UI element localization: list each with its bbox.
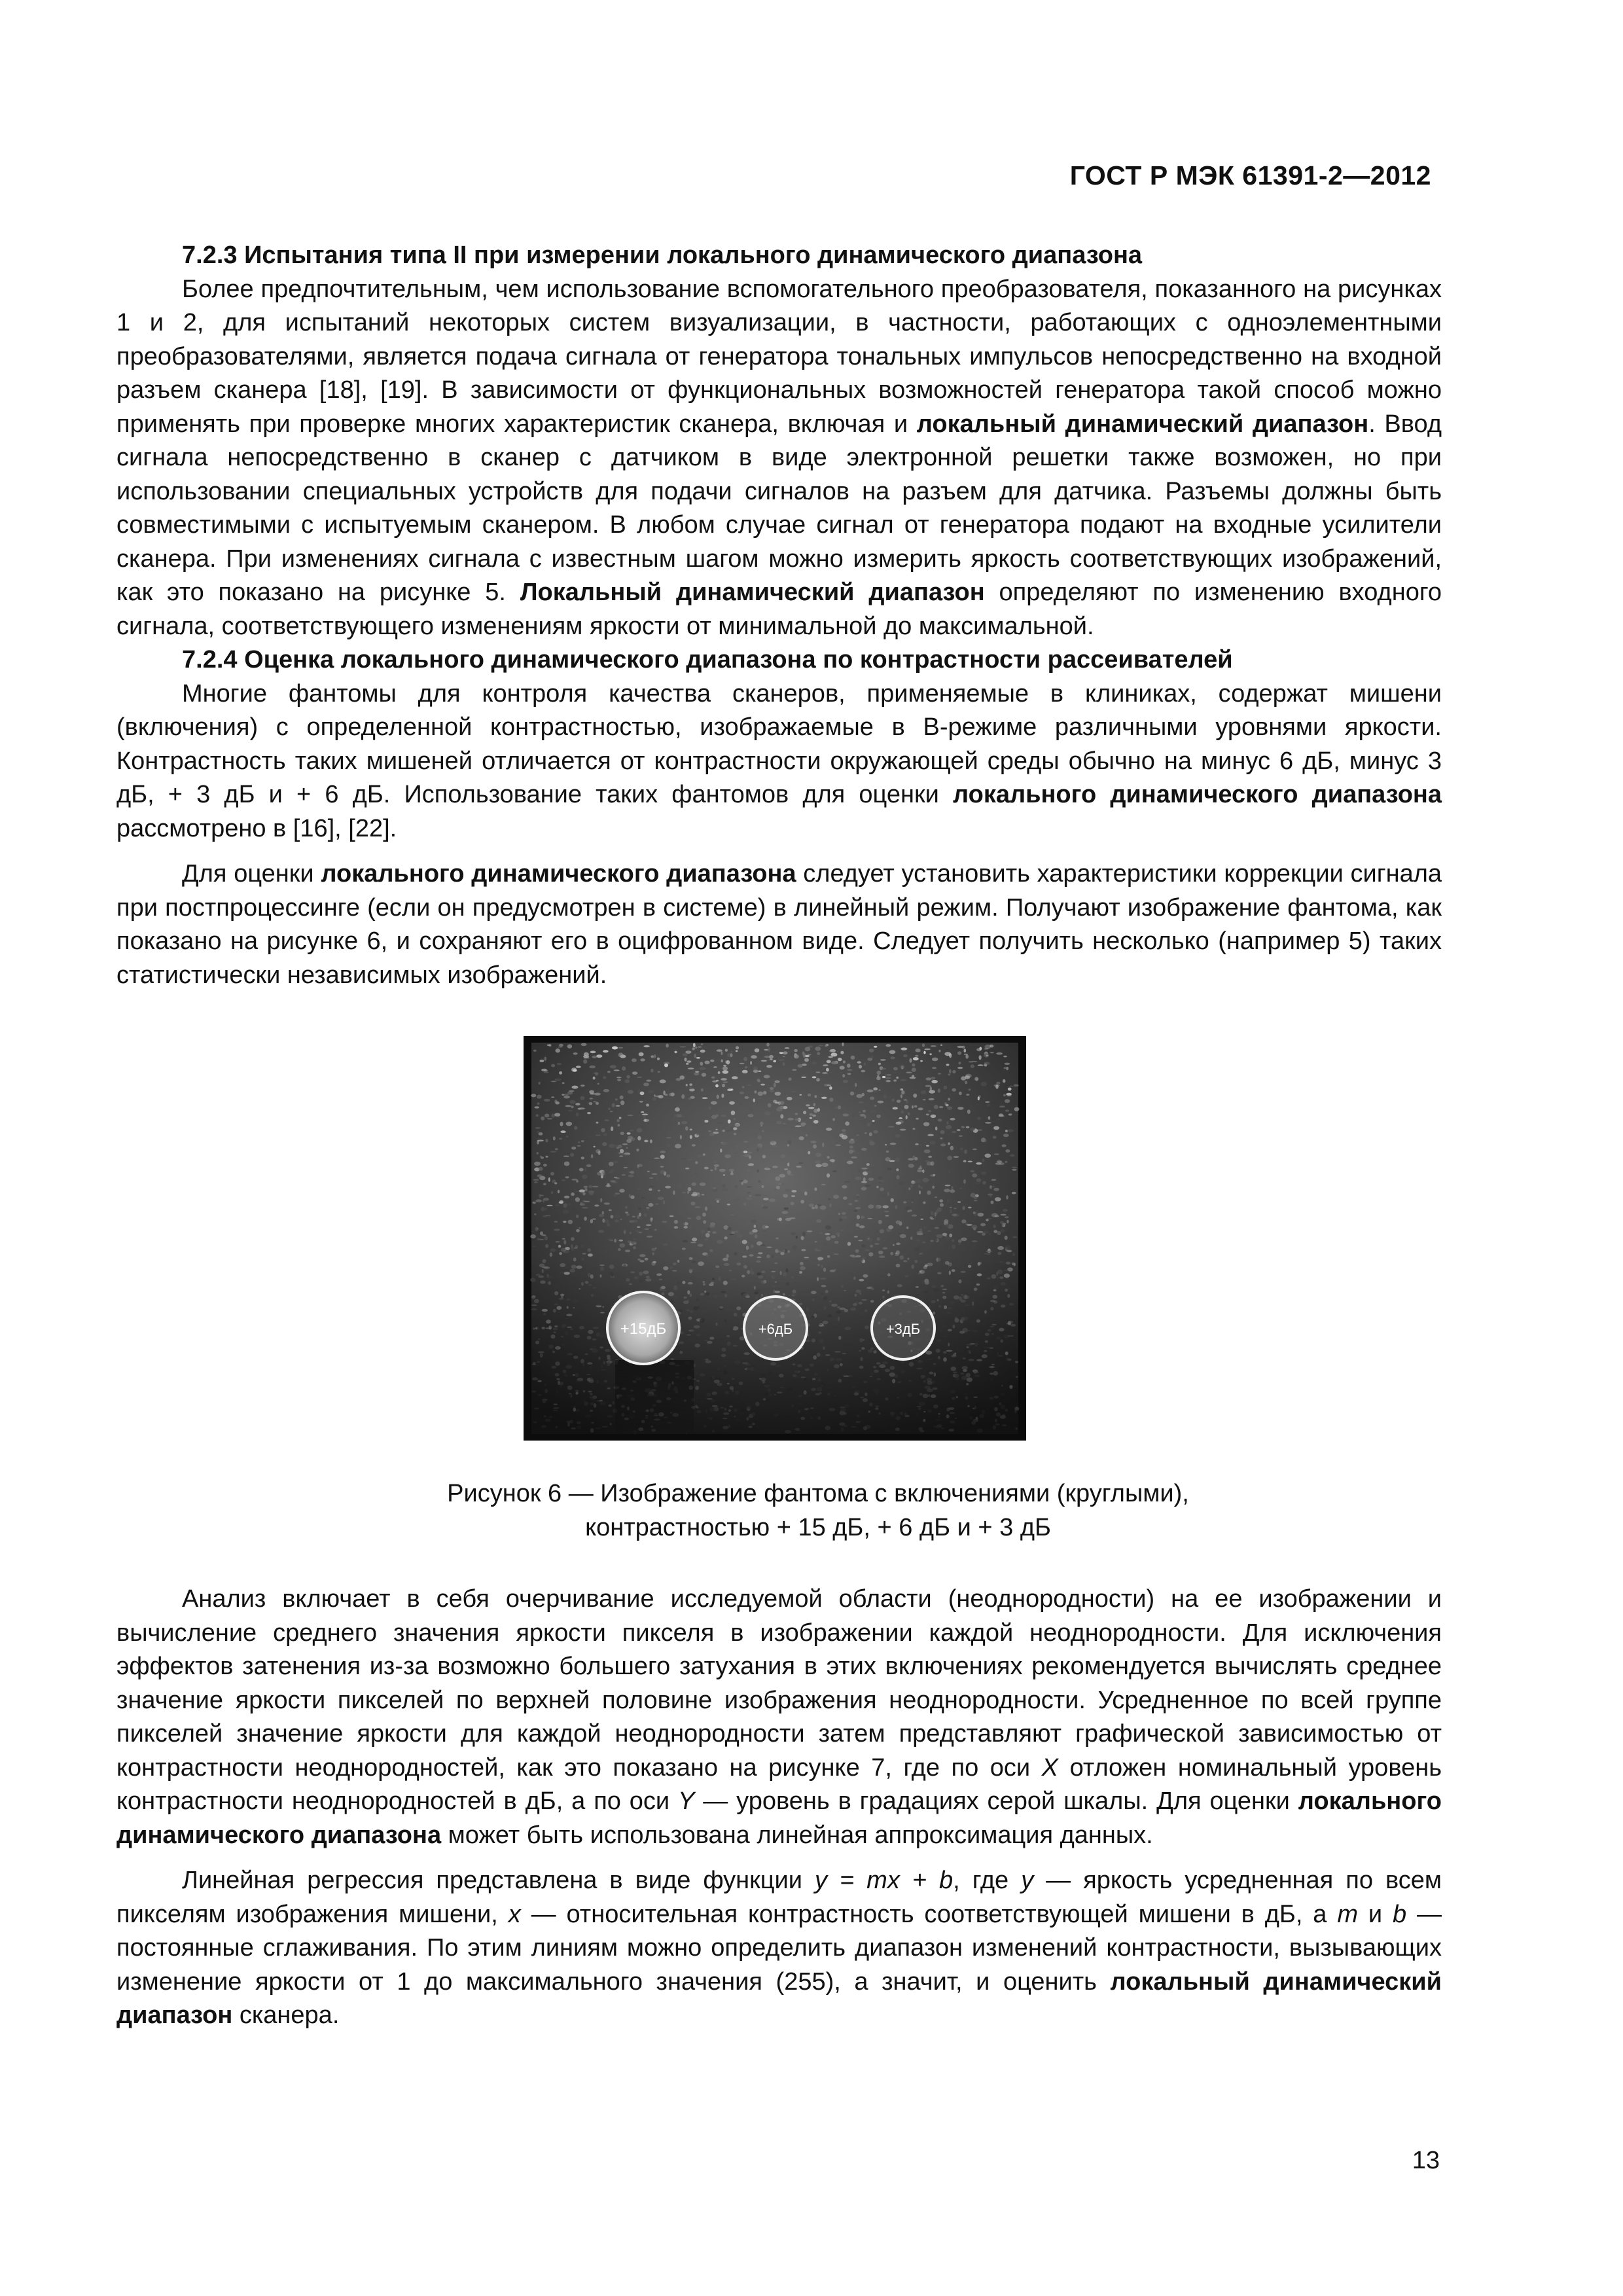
paragraph: Анализ включает в себя очерчивание исследуемой области (неоднородности) на ее изображении и вычисление среднего значения яркости пикселя в изображении каждой неоднородности. Для исключения эффектов затенения из-за возможно большего затухания в этих включениях рекомендуется вычислять среднее значение яркости пикселей по верхней половине изображения неоднородности. Усредненное по всей группе пикселей значение яркости для каждой неоднородности затем представляют графической зависимостью от контрастности неоднородностей, как это показано на рисунке 7, где по оси X отложен номинальный уровень контрастности неоднородностей в дБ, а по оси Y — уровень в градациях серой шкалы. Для оценки локального динамического диапазона может быть использована линейная аппроксимация данных. xyxy=(116,1585,1442,1849)
caption-line: Рисунок 6 — Изображение фантома с включениями (круглыми), xyxy=(447,1480,1189,1507)
analysis-section xyxy=(116,1583,1442,2033)
caption-line: контрастностью + 15 дБ, + 6 дБ и + 3 дБ xyxy=(585,1514,1051,1541)
standard-id-header: ГОСТ Р МЭК 61391-2—2012 xyxy=(1069,160,1431,190)
paragraph: Многие фантомы для контроля качества сканеров, применяемые в клиниках, содержат мишени (включения) с определенной контрастностью, изображаемые в В-режиме различными уровнями яркости. Контрастность таких мишеней отличается от контрастности окружающей среды обычно на минус 6 дБ, минус 3 дБ, + 3 дБ и + 6 дБ. Использование таких фантомов для оценки локального динамического диапазона рассмотрено в [16], [22]. xyxy=(116,679,1442,842)
figure-6-caption xyxy=(327,1477,1309,1545)
inclusion-label: +3дБ xyxy=(885,1321,921,1337)
paragraph: Для оценки локального динамического диапазона следует установить характеристики коррекции сигнала при постпроцессинге (если он предусмотрен в системе) в линейный режим. Получают изображение фантома, как показано на рисунке 6, и сохраняют его в оцифрованном виде. Следует получить несколько (например 5) таких статистически независимых изображений. xyxy=(116,860,1442,989)
paragraph: Линейная регрессия представлена в виде функции y = mx + b, где y — яркость усредненная по всем пикселям изображения мишени, x — относительная контрастность соответствующей мишени в дБ, а m и b — постоянные сглаживания. По этим линиям можно определить диапазон изменений контрастности, вызывающих изменение яркости от 1 до максимального значения (255), а значит, и оценить локальный динамический диапазон сканера. xyxy=(116,1867,1442,2029)
phantom-image-svg xyxy=(524,1036,1026,1441)
phantom-ultrasound-image xyxy=(524,1036,1026,1441)
section-heading: 7.2.3 Испытания типа II при измерении локального динамического диапазона xyxy=(182,242,1143,269)
inclusion-label: +6дБ xyxy=(758,1321,793,1337)
section-heading: 7.2.4 Оценка локального динамического диапазона по контрастности рассеивателей xyxy=(182,646,1233,673)
section-7-2-3 xyxy=(116,239,1442,992)
page-number: 13 xyxy=(1412,2147,1440,2174)
inclusion-label: +15дБ xyxy=(620,1320,667,1338)
paragraph: Более предпочтительным, чем использование вспомогательного преобразователя, показанного на рисунках 1 и 2, для испытаний некоторых систем визуализации, в частности, работающих с одноэлементными преобразователями, является подача сигнала от генератора тональных импульсов непосредственно на входной разъем сканера [18], [19]. В зависимости от функциональных возможностей генератора такой способ можно применять при проверке многих характеристик сканера, включая и локальный динамический диапазон. Ввод сигнала непосредственно в сканер с датчиком в виде электронной решетки также возможен, но при использовании специальных устройств для подачи сигналов на разъем для датчика. Разъемы должны быть совместимыми с испытуемым сканером. В любом случае сигнал от генератора подают на входные усилители сканера. При изменениях сигнала с известным шагом можно измерить яркость соответствующих изображений, как это показано на рисунке 5. Локальный динамический диапазон определяют по изменению входного сигнала, соответствующего изменениям яркости от минимальной до максимальной. xyxy=(116,275,1442,640)
